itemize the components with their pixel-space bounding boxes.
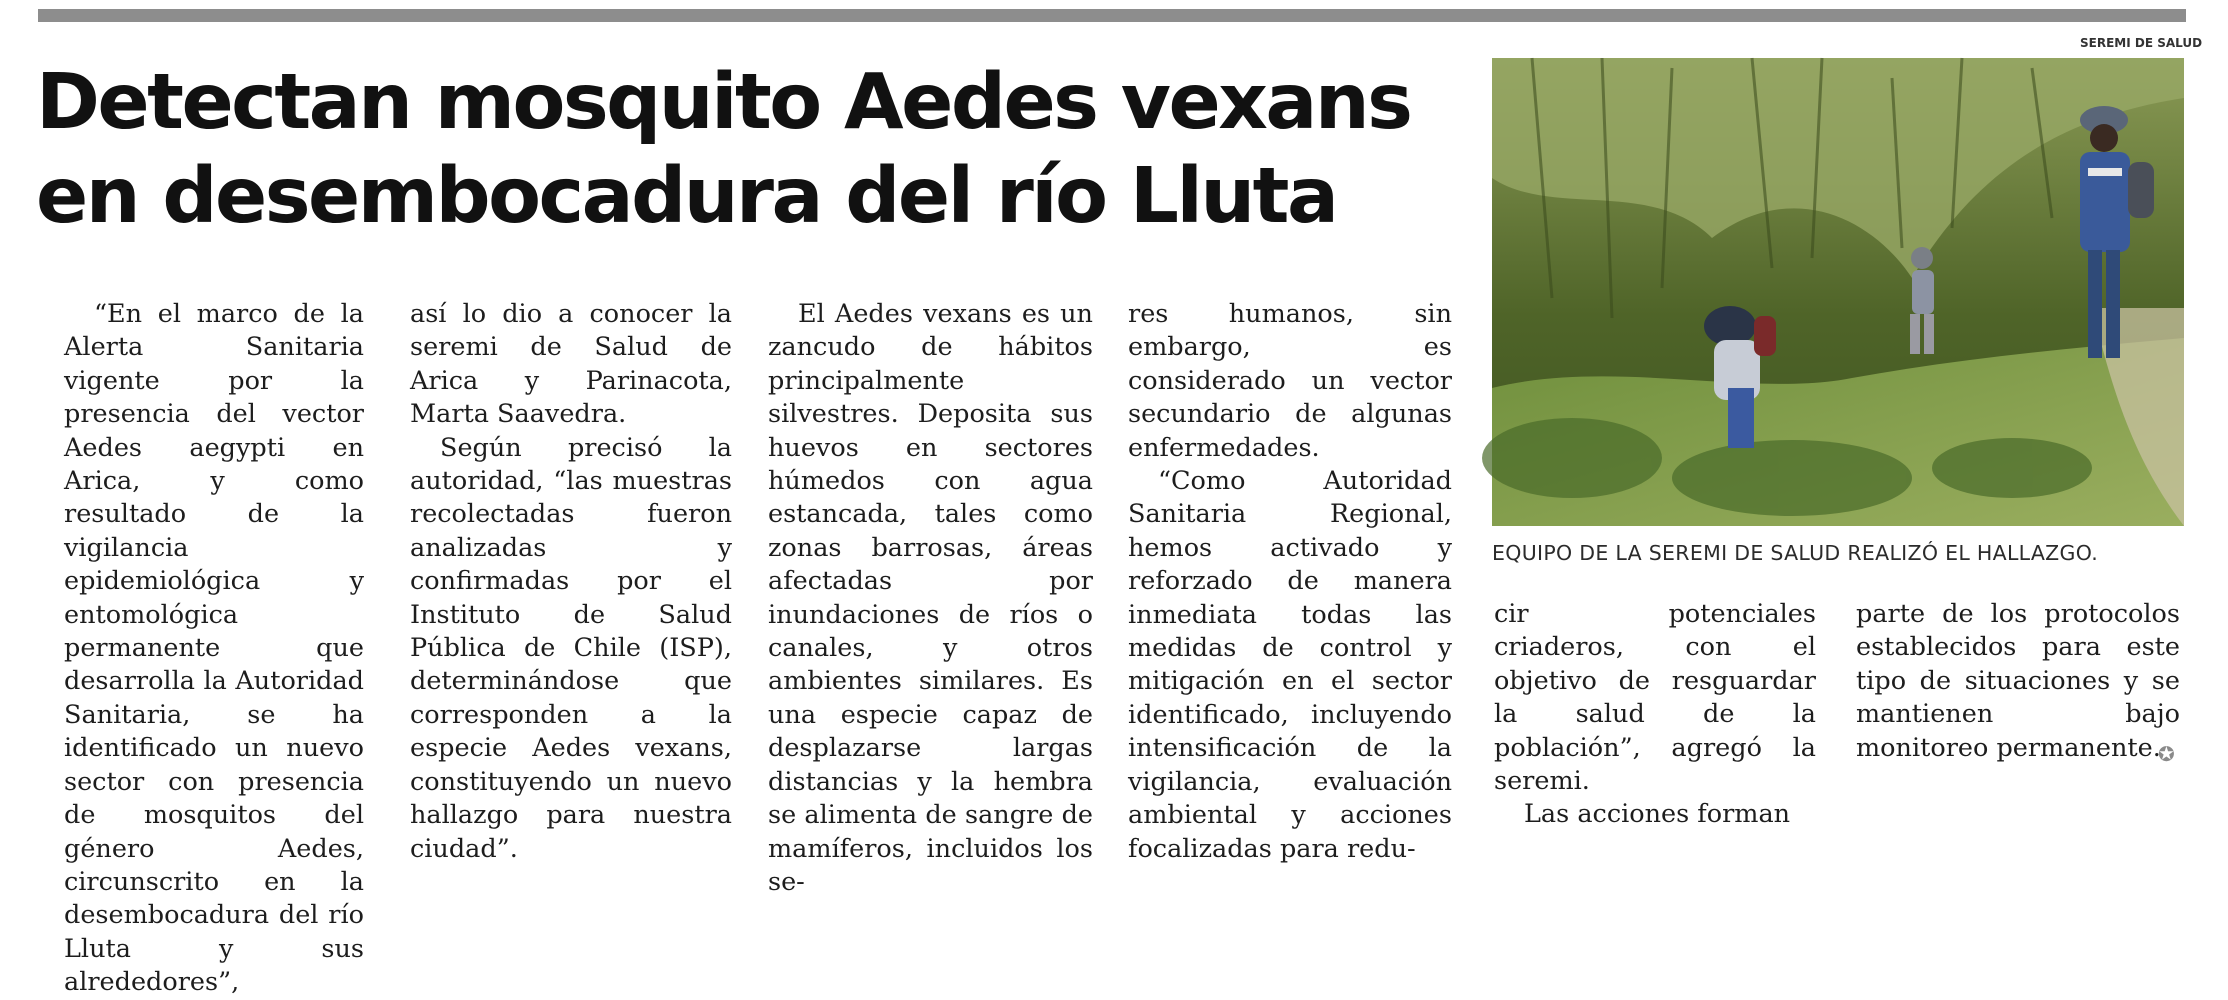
paragraph-5: res humanos, sin embargo, es considerado un vector secundario de algunas enfermedades.	[1128, 299, 1452, 463]
paragraph-4: El Aedes vexans es un zancudo de hábitos principalmente silvestres. Deposita sus huevos en sectores húmedos con agua estancada, tales como zonas barrosas, áreas afectadas por inundaciones de ríos o canales, y otros ambientes similares. Es una especie capaz de desplazarse largas distancias y la hembra se alimenta de sangre de mamíferos, incluidos los se-	[768, 299, 1093, 897]
article-photo	[1492, 58, 2184, 526]
photo-credit: SEREMI DE SALUD	[2080, 36, 2203, 50]
paragraph-6: “Como Autoridad Sanitaria Regional, hemos activado y reforzado de manera inmediata todas las medidas de control y mitigación en el sector identificado, incluyendo intensificación de la vigilancia, evaluación ambiental y acciones focalizadas para redu-	[1128, 466, 1452, 864]
paragraph-1: “En el marco de la Alerta Sanitaria vigente por la presencia del vector Aedes aegypti en Arica, y como resultado de la vigilancia epidemiológica y entomológica permanente que desarrolla la Autoridad Sanitaria, se ha identificado un nuevo sector con presencia de mosquitos del género Aedes, circunscrito en la desembocadura del río Lluta y sus alrededores”,	[64, 299, 364, 998]
photo-caption: EQUIPO DE LA SEREMI DE SALUD REALIZÓ EL HALLAZGO.	[1492, 541, 2099, 565]
top-rule	[38, 9, 2186, 22]
paragraph-3: Según precisó la autoridad, “las muestras recolectadas fueron analizadas y confirmadas por el Instituto de Salud Pública de Chile (ISP), determinándose que corresponden a la especie Aedes vexans, constituyendo un nuevo hallazgo para nuestra ciudad”.	[410, 432, 732, 864]
headline-line-2: en desembocadura del río Lluta	[36, 152, 1337, 241]
paragraph-8: Las acciones forman	[1524, 799, 1791, 830]
headline	[36, 56, 1466, 244]
paragraph-7: cir potenciales criaderos, con el objetivo de resguardar la salud de la población”, agregó la seremi.	[1494, 599, 1816, 797]
headline-line-1: Detectan mosquito Aedes vexans	[36, 58, 1411, 147]
column-3	[768, 298, 1093, 897]
paragraph-2: así lo dio a conocer la seremi de Salud de Arica y Parinacota, Marta Saavedra.	[410, 299, 732, 430]
paragraph-9: parte de los protocolos establecidos para este tipo de situaciones y se mantienen bajo monitoreo permanente.	[1856, 599, 2180, 763]
column-4	[1128, 298, 1452, 864]
column-5	[1494, 598, 1816, 830]
column-1	[64, 298, 364, 998]
end-of-article-icon: ✪	[2158, 742, 2175, 766]
column-2	[410, 298, 732, 864]
field-team-photo-illustration	[1492, 58, 2184, 526]
column-6	[1856, 598, 2180, 778]
